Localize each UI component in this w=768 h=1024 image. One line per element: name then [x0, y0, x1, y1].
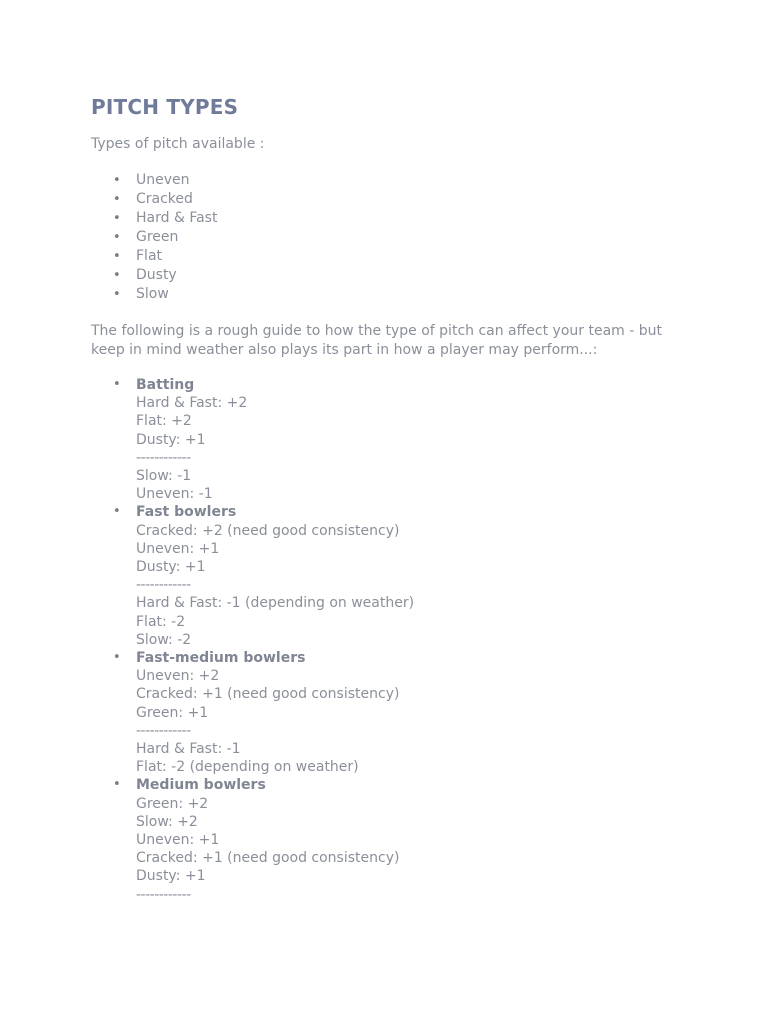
effect-entry: Cracked: +2 (need good consistency) [136, 522, 400, 539]
effect-entry: Slow: -1 [136, 468, 192, 485]
pitch-type-label: Hard & Fast [136, 210, 218, 226]
effect-entry: Hard & Fast: -1 (depending on weather) [136, 595, 415, 612]
effect-entry: Flat: -2 (depending on weather) [136, 759, 359, 776]
category-medium-bowlers [91, 776, 691, 903]
category-name: Fast-medium bowlers [136, 650, 306, 667]
list-item [91, 209, 691, 228]
pitch-type-label: Slow [136, 286, 169, 302]
effect-entry: Uneven: +1 [136, 540, 220, 557]
bullet-icon: • [113, 377, 121, 392]
pitch-type-label: Dusty [136, 267, 177, 283]
bullet-icon: • [113, 211, 121, 226]
effect-entry: Green: +1 [136, 704, 209, 721]
bullet-icon: • [113, 777, 121, 793]
effect-entry: Cracked: +1 (need good consistency) [136, 850, 400, 867]
effect-entry: Uneven: +1 [136, 832, 220, 849]
category-list [91, 376, 691, 904]
list-item [91, 171, 691, 190]
effect-entry: Dusty: +1 [136, 559, 206, 576]
bullet-icon: • [113, 173, 121, 188]
bullet-icon: • [113, 650, 121, 666]
separator-line: ------------ [136, 577, 191, 594]
page-title: PITCH TYPES [91, 95, 239, 119]
effect-entry: Slow: +2 [136, 813, 198, 830]
list-item [91, 247, 691, 266]
pitch-type-list [91, 171, 691, 304]
list-item [91, 266, 691, 285]
category-name: Batting [136, 377, 195, 393]
pitch-type-label: Flat [136, 248, 163, 264]
effect-entry: Hard & Fast: +2 [136, 395, 248, 412]
effect-entry: Uneven: -1 [136, 486, 213, 503]
pitch-type-label: Cracked [136, 191, 193, 207]
category-name: Medium bowlers [136, 777, 266, 794]
effect-entry: Dusty: +1 [136, 431, 206, 448]
category-batting [91, 376, 691, 503]
separator-line: ------------ [136, 449, 191, 466]
category-name: Fast bowlers [136, 504, 237, 521]
intro-text: Types of pitch available : [91, 136, 265, 152]
effect-entry: Green: +2 [136, 795, 209, 812]
separator-line: ------------ [136, 886, 191, 903]
effect-entry: Cracked: +1 (need good consistency) [136, 686, 400, 703]
bullet-icon: • [113, 192, 121, 207]
category-fast-bowlers [91, 503, 691, 649]
bullet-icon: • [113, 268, 121, 283]
effect-entry: Flat: -2 [136, 613, 186, 630]
effect-entry: Dusty: +1 [136, 868, 206, 885]
bullet-icon: • [113, 230, 121, 245]
bullet-icon: • [113, 287, 121, 302]
pitch-type-label: Uneven [136, 172, 190, 188]
effect-entry: Slow: -2 [136, 631, 192, 648]
effect-entry: Uneven: +2 [136, 668, 220, 685]
pitch-type-label: Green [136, 229, 179, 245]
effect-entry: Hard & Fast: -1 [136, 741, 241, 758]
bullet-icon: • [113, 249, 121, 264]
category-fast-medium-bowlers [91, 649, 691, 776]
list-item [91, 285, 691, 304]
list-item [91, 228, 691, 247]
effect-entry: Flat: +2 [136, 413, 192, 430]
separator-line: ------------ [136, 722, 191, 739]
document-page [91, 93, 691, 904]
bullet-icon: • [113, 504, 121, 520]
list-item [91, 190, 691, 209]
guide-paragraph: The following is a rough guide to how the type of pitch can affect your team - but keep in mind weather also plays its part in how a player may perform...: [91, 323, 662, 358]
